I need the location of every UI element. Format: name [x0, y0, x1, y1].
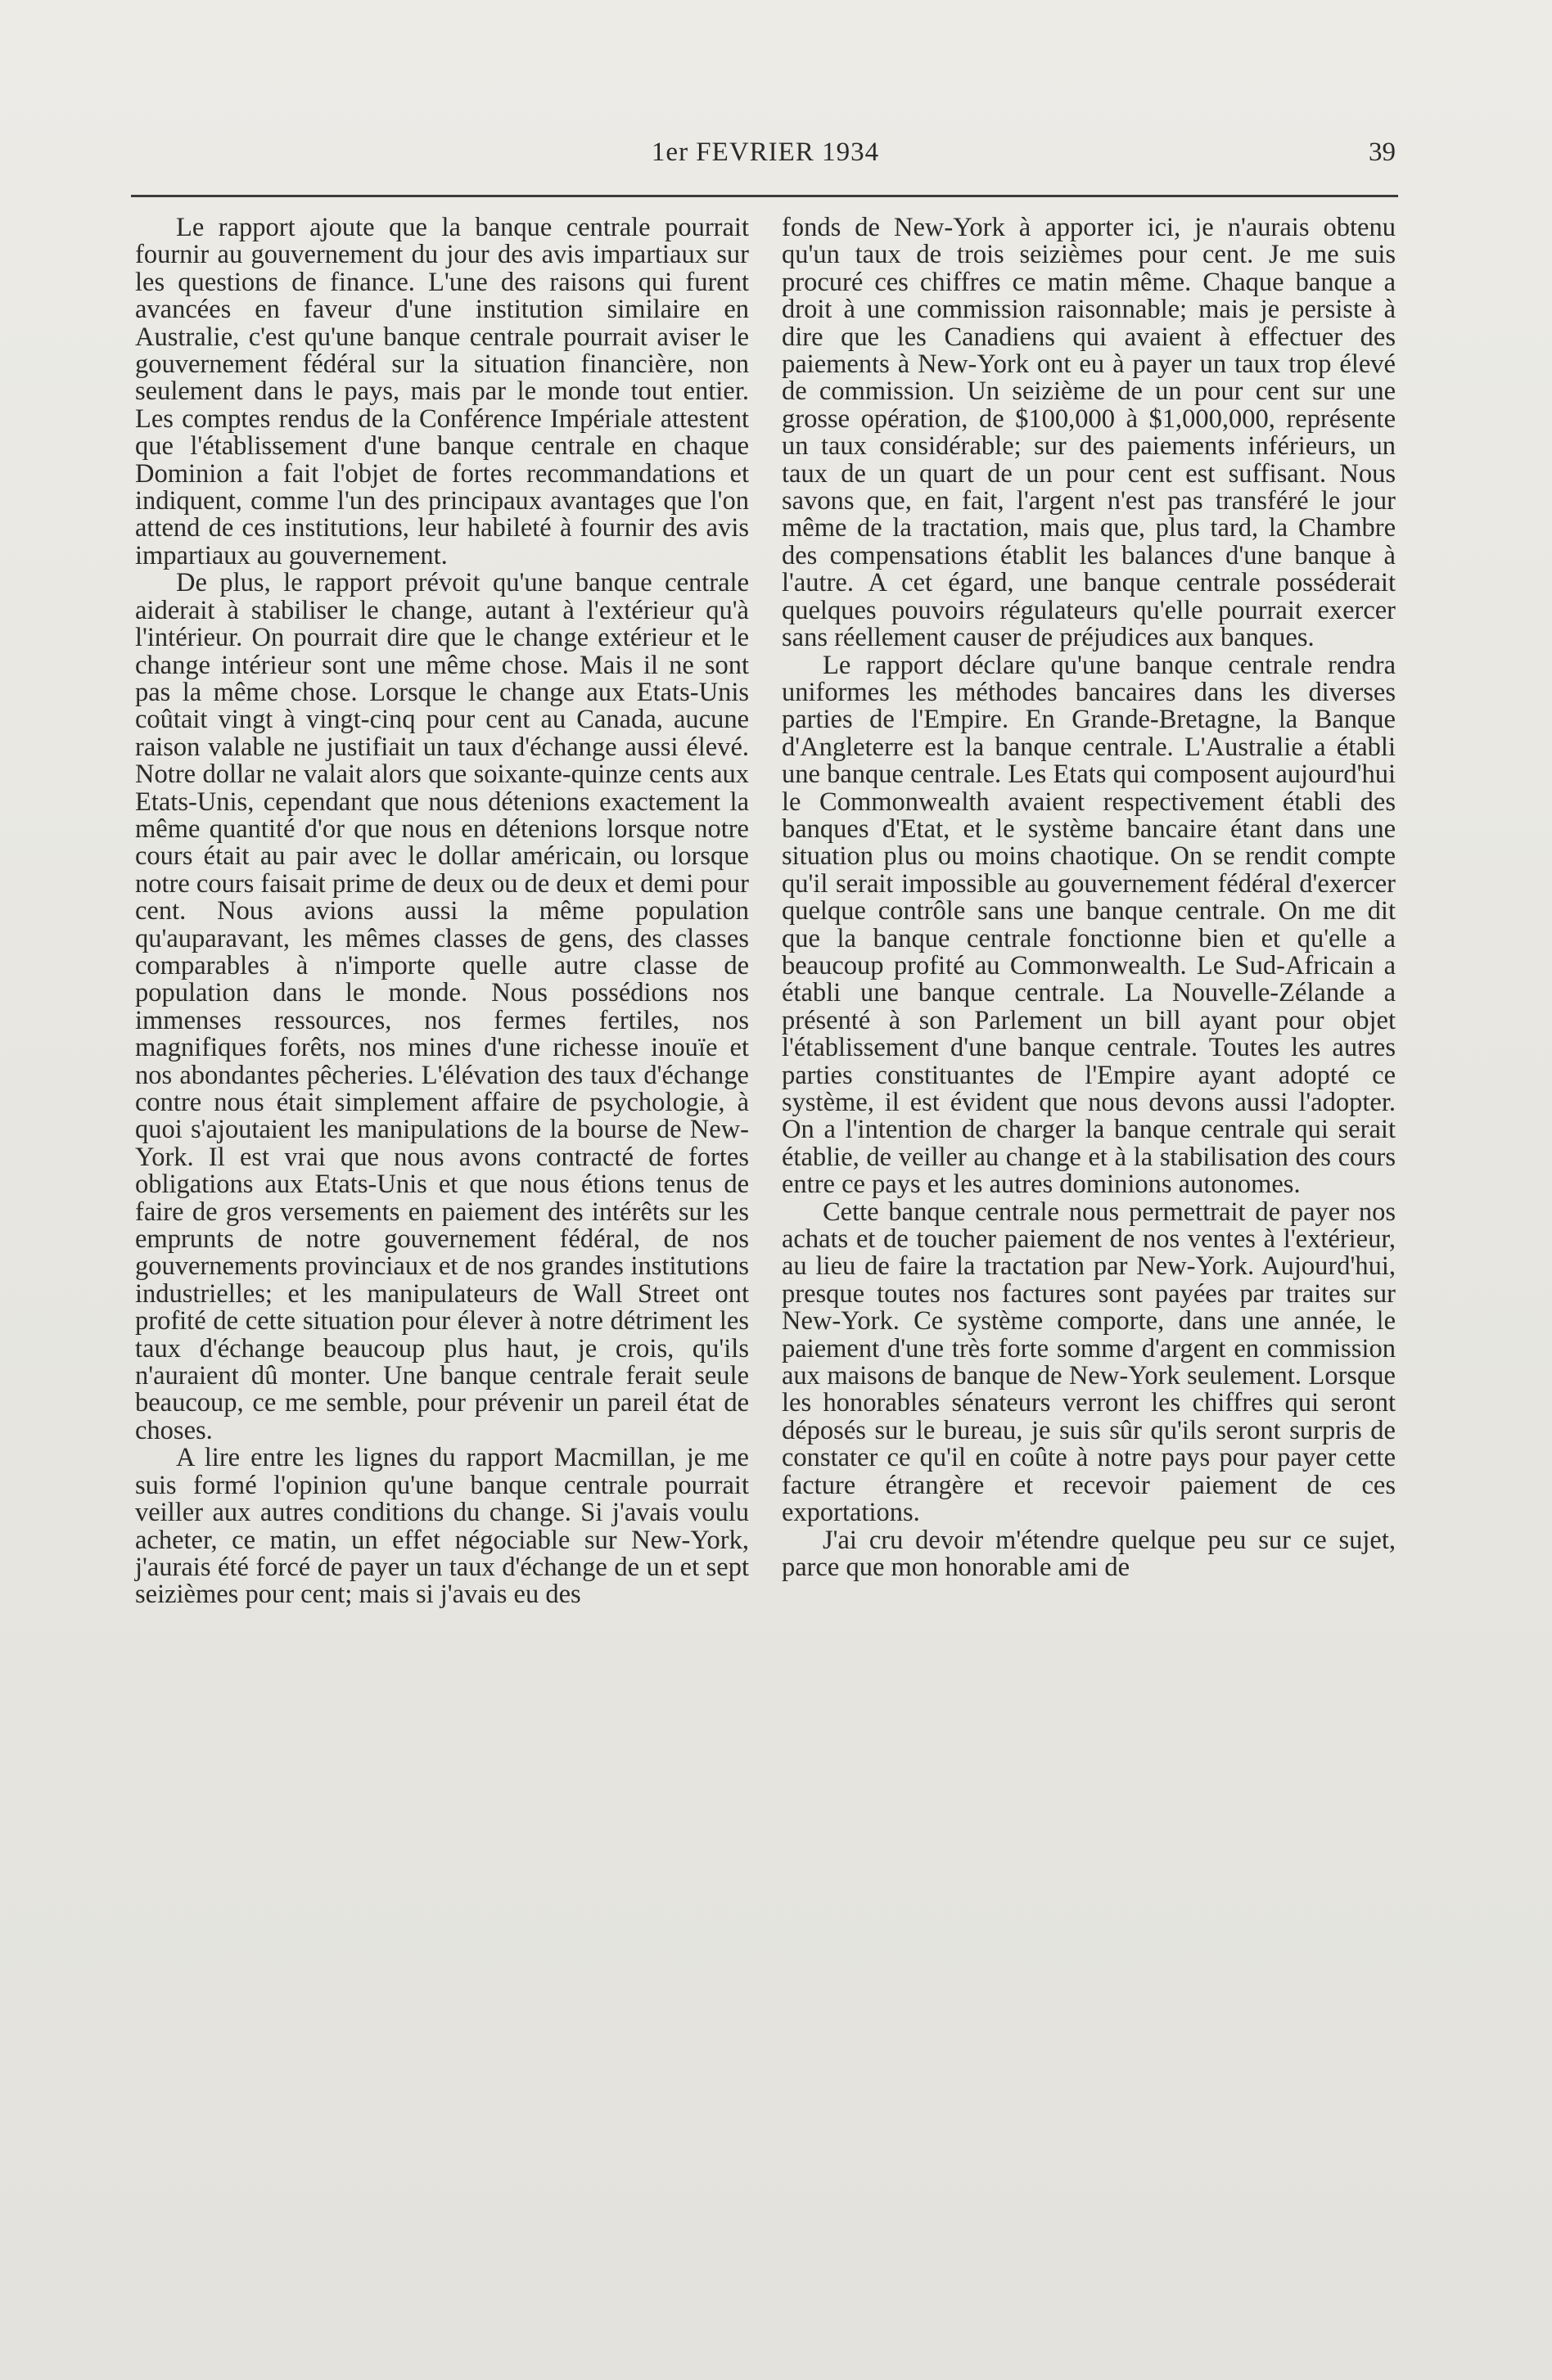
paragraph: A lire entre les lignes du rapport Macmillan, je me suis formé l'opinion qu'une banque centrale pourrait veiller aux autres conditions du change. Si j'avais voulu acheter, ce matin, un effet négociable sur New-York, j'aurais été forcé de payer un taux d'échange de un et sept seizièmes pour cent; mais si j'avais eu des — [135, 1443, 749, 1610]
page-number: 39 — [1369, 137, 1396, 167]
paragraph: De plus, le rapport prévoit qu'une banque centrale aiderait à stabiliser le change, autant à l'extérieur qu'à l'intérieur. On pourrait dire que le change extérieur et le change intérieur sont une même chose. Mais il ne sont pas la même chose. Lorsque le change aux Etats-Unis coûtait vingt à vingt-cinq pour cent au Canada, aucune raison valable ne justifiait un taux d'échange aussi élevé. Notre dollar ne valait alors que soixante-quinze cents aux Etats-Unis, cependant que nous détenions exactement la même quantité d'or que nous en détenions lorsque notre cours était au pair avec le dollar américain, ou lorsque notre cours faisait prime de deux ou de deux et demi pour cent. Nous avions aussi la même population qu'auparavant, les mêmes classes de gens, des classes comparables à n'importe quelle autre classe de population dans le monde. Nous possédions nos immenses ressources, nos fermes fertiles, nos magnifiques forêts, nos mines d'une richesse inouïe et nos abondantes pêcheries. L'élévation des taux d'échange contre nous était simplement affaire de psychologie, à quoi s'ajoutaient les manipulations de la bourse de New-York. Il est vrai que nous avons contracté de fortes obligations aux Etats-Unis et que nous étions tenus de faire de gros versements en paiement des intérêts sur les emprunts de notre gouvernement fédéral, de nos gouvernements provinciaux et de nos grandes institutions industrielles; et les manipulateurs de Wall Street ont profité de cette situation pour élever à notre détriment les taux d'échange beaucoup plus haut, je crois, qu'ils n'auraient dû monter. Une banque centrale ferait seule beaucoup, ce me semble, pour prévenir un pareil état de choses. — [135, 568, 749, 1445]
paragraph: Le rapport ajoute que la banque centrale pourrait fournir au gouvernement du jour des avis impartiaux sur les questions de finance. L'une des raisons qui furent avancées en faveur d'une institution similaire en Australie, c'est qu'une banque centrale pourrait aviser le gouvernement fédéral sur la situation financière, non seulement dans le pays, mais par le monde tout entier. Les comptes rendus de la Conférence Impériale attestent que l'établissement d'une banque centrale en chaque Dominion a fait l'objet de fortes recommandations et indiquent, comme l'un des principaux avantages que l'on attend de ces institutions, leur habileté à fournir des avis impartiaux au gouvernement. — [135, 213, 749, 570]
running-title: 1er FEVRIER 1934 — [651, 137, 880, 167]
header-rule — [131, 195, 1398, 197]
running-head — [135, 137, 1396, 178]
paragraph: Le rapport déclare qu'une banque centrale rendra uniformes les méthodes bancaires dans les diverses parties de l'Empire. En Grande-Bretagne, la Banque d'Angleterre est la banque centrale. L'Australie a établi une banque centrale. Les Etats qui composent aujourd'hui le Commonwealth avaient respectivement établi des banques d'Etat, et le système bancaire étant dans une situation plus ou moins chaotique. On se rendit compte qu'il serait impossible au gouvernement fédéral d'exercer quelque contrôle sans une banque centrale. On me dit que la banque centrale fonctionne bien et qu'elle a beaucoup profité au Commonwealth. Le Sud-Africain a établi une banque centrale. La Nouvelle-Zélande a présenté à son Parlement un bill ayant pour objet l'établissement d'une banque centrale. Toutes les autres parties constituantes de l'Empire ayant adopté ce système, il est évident que nous devons aussi l'adopter. On a l'intention de charger la banque centrale qui serait établie, de veiller au change et à la stabilisation des cours entre ce pays et les autres dominions autonomes. — [782, 650, 1396, 1200]
paragraph: J'ai cru devoir m'étendre quelque peu sur ce sujet, parce que mon honorable ami de — [782, 1525, 1396, 1582]
right-column — [782, 214, 1396, 1581]
paragraph-continuation: fonds de New-York à apporter ici, je n'aurais obtenu qu'un taux de trois seizièmes pour cent. Je me suis procuré ces chiffres ce matin même. Chaque banque a droit à une commission raisonnable; mais je persiste à dire que les Canadiens qui avaient à effectuer des paiements à New-York ont eu à payer un taux trop élevé de commission. Un seizième de un pour cent sur une grosse opération, de $100,000 à $1,000,000, représente un taux considérable; sur des paiements inférieurs, un taux de un quart de un pour cent est suffisant. Nous savons que, en fait, l'argent n'est pas transféré le jour même de la tractation, mais que, plus tard, la Chambre des compensations établit les balances d'une banque à l'autre. A cet égard, une banque centrale posséderait quelques pouvoirs régulateurs qu'elle pourrait exercer sans réellement causer de préjudices aux banques. — [782, 213, 1396, 653]
left-column — [135, 214, 749, 1609]
paragraph: Cette banque centrale nous permettrait de payer nos achats et de toucher paiement de nos ventes à l'extérieur, au lieu de faire la tractation par New-York. Aujourd'hui, presque toutes nos factures sont payées par traites sur New-York. Ce système comporte, dans une année, le paiement d'une très forte somme d'argent en commission aux maisons de banque de New-York seulement. Lorsque les honorables sénateurs verront les chiffres qui seront déposés sur le bureau, je suis sûr qu'ils seront surpris de constater ce qu'il en coûte à notre pays pour payer cette facture étrangère et recevoir paiement de ces exportations. — [782, 1197, 1396, 1528]
